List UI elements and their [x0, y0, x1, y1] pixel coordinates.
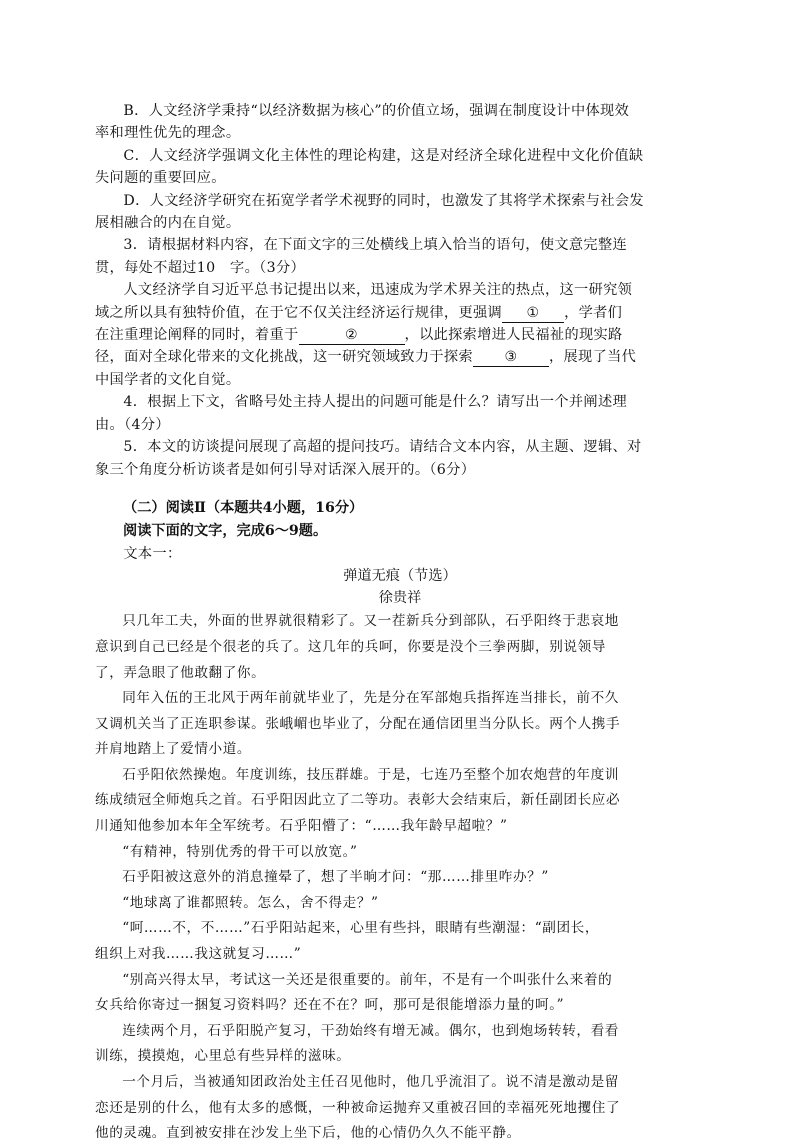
- story-line: 同年入伍的王北风于两年前就毕业了，先是分在军部炮兵指挥连当排长，前不久: [122, 690, 619, 707]
- question-4-line1: 4．根据上下文，省略号处主持人提出的问题可能是什么？请写出一个并阐述理: [123, 394, 628, 411]
- story-author: 徐贵祥: [378, 590, 422, 607]
- story-line: “呵……不，不……”石乎阳站起来，心里有些抖，眼睛有些潮湿：“副团长，: [122, 920, 600, 937]
- q3-text-segment: 在注重理论阐释的同时，着重于: [95, 327, 299, 344]
- option-d-line2: 展相融合的内在自觉。: [95, 215, 241, 232]
- story-line: 只几年工夫，外面的世界就很精彩了。又一茬新兵分到部队，石乎阳终于悲哀地: [122, 613, 619, 630]
- story-line: 了，弄急眼了他敢翻了你。: [95, 664, 266, 681]
- question-3-text-line1: 人文经济学自习近平总书记提出以来，迅速成为学术界关注的热点，这一研究领: [123, 282, 633, 299]
- q3-text-segment: ，学者们: [564, 304, 623, 321]
- option-b-line1: B．人文经济学秉持“以经济数据为核心”的价值立场，强调在制度设计中体现效: [123, 103, 630, 119]
- story-line: “地球离了谁都照转。怎么，舍不得走？”: [122, 894, 379, 911]
- question-3-text-line2: [95, 302, 705, 324]
- story-line: “别高兴得太早，考试这一关还是很重要的。前年，不是有一个叫张什么来着的: [122, 971, 613, 988]
- story-line: 并肩地踏上了爱情小道。: [95, 741, 252, 758]
- option-b-line2: 率和理性优先的理念。: [95, 125, 241, 142]
- story-line: “有精神，特别优秀的骨干可以放宽。”: [122, 843, 358, 860]
- story-line: 石乎阳被这意外的消息撞晕了，想了半晌才问：“那……排里咋办？”: [122, 869, 549, 886]
- fill-blank-1[interactable]: ①: [502, 305, 564, 323]
- q3-text-segment: 域之所以具有独特价值，在于它不仅关注经济运行规律，更强调: [95, 304, 503, 321]
- question-3-text-line5: 中国学者的文化自觉。: [95, 371, 241, 388]
- option-d-line1: D．人文经济学研究在拓宽学者学术视野的同时，也激发了其将学术探索与社会发: [123, 192, 644, 209]
- story-line: 女兵给你寄过一捆复习资料吗？还在不在？呵，那可是很能增添力量的呵。”: [95, 997, 565, 1014]
- story-line: 川通知他参加本年全军统考。石乎阳懵了：“……我年龄早超啦？”: [95, 818, 508, 835]
- story-line: 石乎阳依然操炮。年度训练，技压群雄。于是，七连乃至整个加农炮营的年度训: [122, 766, 619, 783]
- story-line: 恋还是别的什么，他有太多的感慨，一种被命运抛弃又重被召回的幸福死死地攫住了: [95, 1099, 621, 1116]
- story-line: 练成绩冠全师炮兵之首。石乎阳因此立了二等功。表彰大会结束后，新任副团长应必: [95, 792, 621, 809]
- q3-text-segment: ，以此探索增进人民福祉的现实路: [404, 327, 623, 344]
- story-line: 训练，摸摸炮，心里总有些异样的滋味。: [95, 1048, 351, 1065]
- story-line: 他的灵魂。直到被安排在沙发上坐下后，他的心情仍久久不能平静。: [95, 1125, 521, 1142]
- option-c-line1: C．人文经济学强调文化主体性的理论构建，这是对经济全球化进程中文化价值缺: [123, 147, 644, 164]
- question-4-line2: 由。（4分）: [95, 416, 170, 433]
- section-gap: [95, 481, 705, 497]
- text-label: 文本一：: [123, 545, 182, 562]
- story-title: 弹道无痕（节选）: [343, 568, 457, 585]
- question-5-line2: 象三个角度分析访谈者是如何引导对话深入展开的。（6分）: [95, 461, 476, 478]
- q3-text-segment: ，展现了当代: [548, 349, 637, 366]
- question-3-line1: 3．请根据材料内容，在下面文字的三处横线上填入恰当的语句，使文意完整连: [123, 237, 628, 254]
- question-3-text-line3: [95, 324, 705, 346]
- story-line: 又调机关当了正连职参谋。张峨嵋也毕业了，分配在通信团里当分队长。两个人携手: [95, 715, 621, 732]
- story-line: 一个月后，当被通知团政治处主任召见他时，他几乎流泪了。说不清是激动是留: [122, 1074, 619, 1090]
- fill-blank-3[interactable]: ③: [473, 349, 549, 367]
- section-heading: （二）阅读Ⅱ（本题共4小题，16分）: [123, 499, 364, 516]
- story-line: 连续两个月，石乎阳脱产复习，干劲始终有增无减。偶尔，也到炮场转转，看看: [122, 1022, 619, 1039]
- document-page: [95, 100, 705, 1147]
- section-instruction: 阅读下面的文字，完成6～9题。: [123, 522, 328, 539]
- story-line: 组织上对我……我这就复习……”: [95, 946, 302, 963]
- question-3-text-line4: [95, 346, 705, 368]
- option-c-line2: 失问题的重要回应。: [95, 170, 226, 187]
- question-3-line2: 贯，每处不超过10 字。（3分）: [95, 259, 306, 276]
- question-5-line1: 5．本文的访谈提问展现了高超的提问技巧。请结合文本内容，从主题、逻辑、对: [123, 439, 642, 456]
- fill-blank-2[interactable]: ②: [299, 327, 405, 345]
- story-line: 意识到自己已经是个很老的兵了。这几年的兵呵，你要是没个三拳两脚，别说领导: [95, 638, 606, 655]
- q3-text-segment: 径，面对全球化带来的文化挑战，这一研究领域致力于探索: [95, 349, 473, 366]
